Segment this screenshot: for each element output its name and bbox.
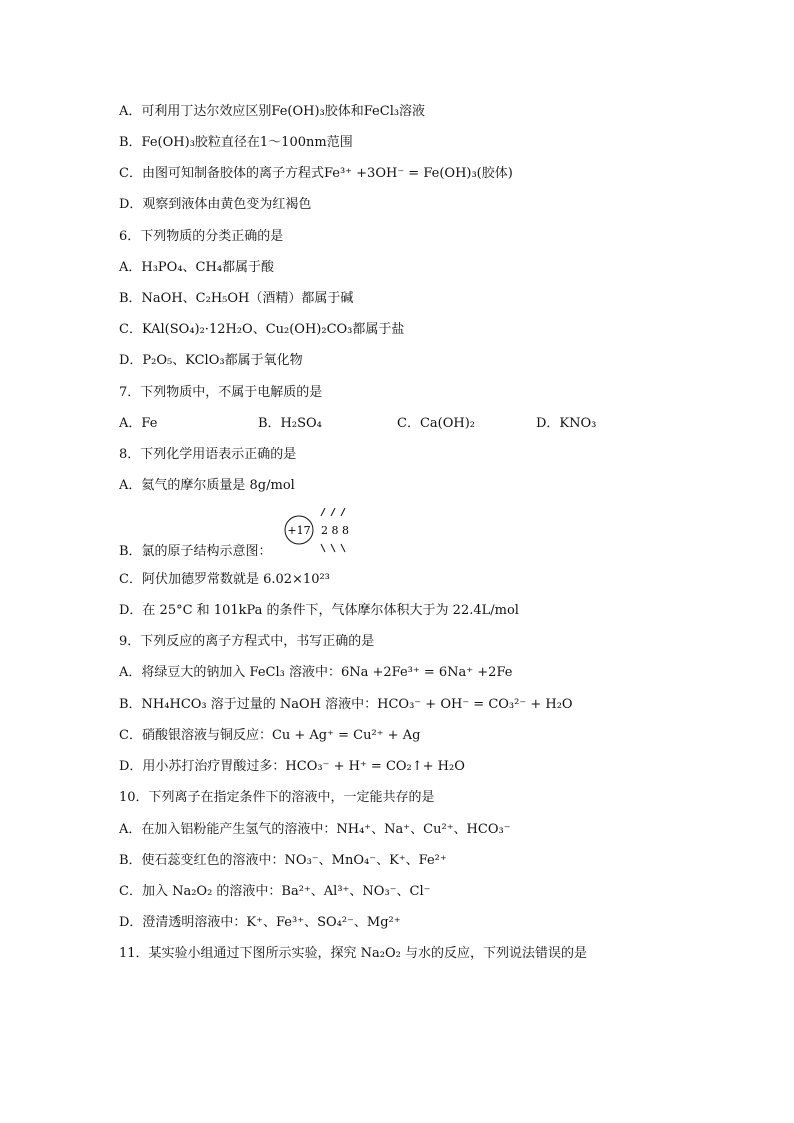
- q5-option-d: D．观察到液体由黄色变为红褐色: [119, 197, 312, 212]
- q5-option-c: C．由图可知制备胶体的离子方程式Fe³⁺ +3OH⁻ = Fe(OH)₃(胶体): [119, 166, 513, 181]
- q9-option-d: D．用小苏打治疗胃酸过多：HCO₃⁻ + H⁺ = CO₂↑+ H₂O: [119, 759, 465, 774]
- q9-stem: 9．下列反应的离子方程式中，书写正确的是: [119, 634, 375, 649]
- q8-option-d: D．在 25°C 和 101kPa 的条件下，气体摩尔体积大于为 22.4L/mol: [119, 603, 519, 618]
- q10-option-c: C．加入 Na₂O₂ 的溶液中：Ba²⁺、Al³⁺、NO₃⁻、Cl⁻: [119, 884, 431, 899]
- electron-shells: 2 8 8: [321, 524, 349, 537]
- q9-option-a: A．将绿豆大的钠加入 FeCl₃ 溶液中：6Na +2Fe³⁺ = 6Na⁺ +2Fe: [119, 665, 513, 680]
- q6-option-c: C．KAl(SO₄)₂·12H₂O、Cu₂(OH)₂CO₃都属于盐: [119, 322, 405, 337]
- q8-option-c: C．阿伏加德罗常数就是 6.02×10²³: [119, 572, 330, 587]
- q8-option-a: A．氦气的摩尔质量是 8g/mol: [119, 478, 295, 493]
- q9-option-b: B．NH₄HCO₃ 溶于过量的 NaOH 溶液中：HCO₃⁻ + OH⁻ = CO₃²⁻ + H₂O: [119, 697, 573, 712]
- q6-option-a: A．H₃PO₄、CH₄都属于酸: [119, 260, 275, 275]
- nucleus-charge: +17: [287, 524, 311, 537]
- q10-stem: 10．下列离子在指定条件下的溶液中，一定能共存的是: [119, 790, 435, 805]
- q7-option-b: B．H₂SO₄: [258, 416, 322, 431]
- q8-stem: 8．下列化学用语表示正确的是: [119, 447, 297, 462]
- q7-option-c: C．Ca(OH)₂: [397, 416, 475, 431]
- chlorine-atom-structure-diagram: [283, 506, 363, 558]
- q10-option-b: B．使石蕊变红色的溶液中：NO₃⁻、MnO₄⁻、K⁺、Fe²⁺: [119, 853, 447, 868]
- q7-option-a: A．Fe: [119, 416, 158, 431]
- q10-option-d: D．澄清透明溶液中：K⁺、Fe³⁺、SO₄²⁻、Mg²⁺: [119, 915, 401, 930]
- q8-option-b: B．氯的原子结构示意图：: [119, 544, 272, 559]
- q6-option-b: B．NaOH、C₂H₅OH（酒精）都属于碱: [119, 291, 354, 306]
- q11-stem: 11．某实验小组通过下图所示实验，探究 Na₂O₂ 与水的反应，下列说法错误的是: [119, 946, 588, 961]
- q5-option-b: B．Fe(OH)₃胶粒直径在1～100nm范围: [119, 135, 353, 150]
- q10-option-a: A．在加入铝粉能产生氢气的溶液中：NH₄⁺、Na⁺、Cu²⁺、HCO₃⁻: [119, 822, 511, 837]
- q6-stem: 6．下列物质的分类正确的是: [119, 229, 284, 244]
- q6-option-d: D．P₂O₅、KClO₃都属于氧化物: [119, 353, 303, 368]
- q5-option-a: A．可利用丁达尔效应区别Fe(OH)₃胶体和FeCl₃溶液: [119, 104, 426, 119]
- q7-stem: 7．下列物质中，不属于电解质的是: [119, 385, 323, 400]
- q7-option-d: D．KNO₃: [536, 416, 597, 431]
- q9-option-c: C．硝酸银溶液与铜反应：Cu + Ag⁺ = Cu²⁺ + Ag: [119, 728, 421, 743]
